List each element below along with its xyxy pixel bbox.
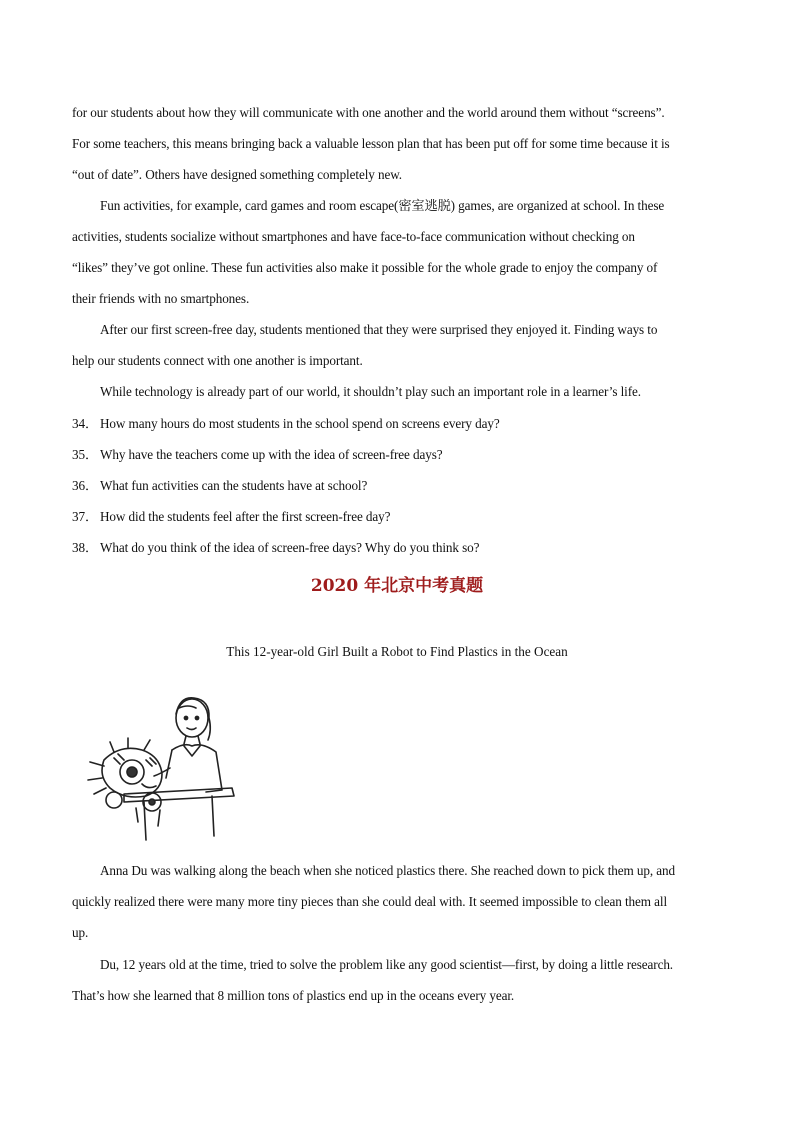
question-text: How many hours do most students in the school spend on screens every day? [100,416,500,431]
girl-with-robot-sketch-icon [84,690,244,846]
question-item [72,415,724,433]
question-number: 36． [72,478,99,493]
question-item [72,508,724,526]
question-item [72,477,724,495]
question-number: 37． [72,509,99,524]
question-item [72,539,724,557]
paragraph-line: activities, students socialize without smartphones and have face-to-face communication without checking on [72,229,635,244]
question-number: 38． [72,540,99,555]
paragraph-line: For some teachers, this means bringing back a valuable lesson plan that has been put off for some time because it is [72,136,670,151]
paragraph-line: quickly realized there were many more tiny pieces than she could deal with. It seemed impossible to clean them all [72,894,668,909]
question-text: What fun activities can the students have at school? [100,478,368,493]
paragraph-line: “out of date”. Others have designed something completely new. [72,167,402,182]
paragraph-line: Anna Du was walking along the beach when she noticed plastics there. She reached down to pick them up, and [100,863,675,878]
paragraph-line: up. [72,925,89,940]
question-text: How did the students feel after the first screen-free day? [100,509,391,524]
paragraph-line: While technology is already part of our world, it shouldn’t play such an important role in a learner’s life. [100,384,641,399]
question-number: 35． [72,447,99,462]
question-text: Why have the teachers come up with the idea of screen-free days? [100,447,443,462]
paragraph-line: for our students about how they will communicate with one another and the world around them without “screens”. [72,105,665,120]
article-title: This 12-year-old Girl Built a Robot to Find Plastics in the Ocean [226,644,568,659]
paragraph-line: help our students connect with one another is important. [72,353,363,368]
question-text: What do you think of the idea of screen-free days? Why do you think so? [100,540,480,555]
question-item [72,446,724,464]
paragraph-line: Du, 12 years old at the time, tried to solve the problem like any good scientist—first, by doing a little research. [100,957,674,972]
paragraph-line: After our first screen-free day, students mentioned that they were surprised they enjoyed it. Finding ways to [100,322,658,337]
paragraph-line: That’s how she learned that 8 million tons of plastics end up in the oceans every year. [72,988,515,1003]
question-number: 34． [72,416,99,431]
paragraph-line: their friends with no smartphones. [72,291,250,306]
paragraph-line: “likes” they’ve got online. These fun activities also make it possible for the whole grade to enjoy the company of [72,260,658,275]
section-heading: 2020 年北京中考真题 [310,576,484,596]
paragraph-line: Fun activities, for example, card games and room escape(密室逃脱) games, are organized at school. In these [100,198,665,213]
